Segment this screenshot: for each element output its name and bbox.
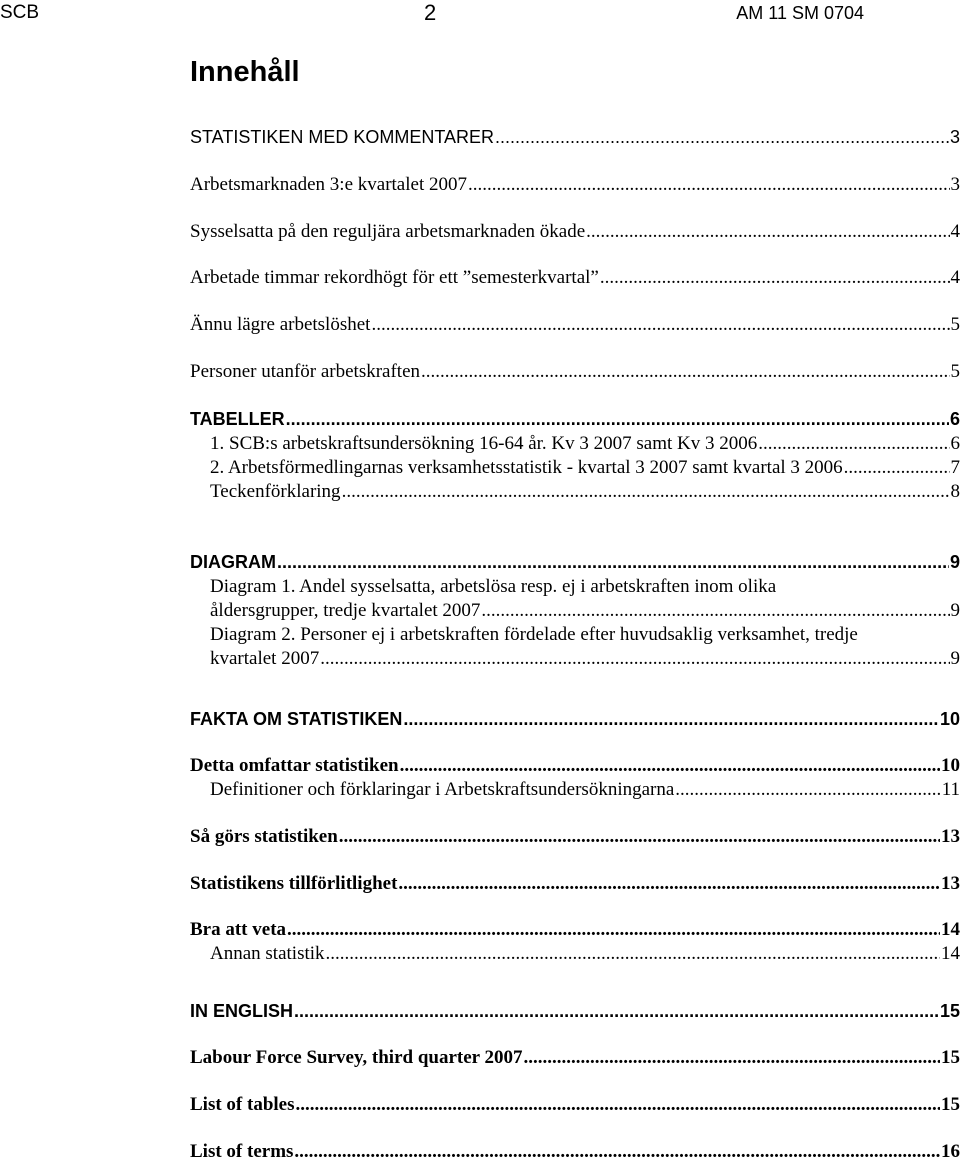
toc-entry-page: 3 — [950, 174, 960, 195]
toc-entry-label: Sysselsatta på den reguljära arbetsmarknaden ökade — [190, 221, 586, 242]
toc-entry-label: FAKTA OM STATISTIKEN — [190, 709, 403, 729]
toc-entry-page: 8 — [950, 481, 960, 502]
dot-leader — [758, 433, 949, 455]
dot-leader — [481, 600, 949, 622]
toc-entry-page: 15 — [939, 1001, 960, 1021]
toc-entry-bra-att-veta[interactable] — [190, 919, 960, 941]
toc-entry-tabeller[interactable] — [190, 408, 960, 430]
dot-leader — [524, 1047, 941, 1069]
toc-entry-detta-omfattar[interactable] — [190, 755, 960, 777]
toc-entry-label: DIAGRAM — [190, 552, 276, 572]
toc-entry-label: Detta omfattar statistiken — [190, 755, 399, 776]
toc-entry-teckenforklaring[interactable] — [210, 481, 960, 503]
toc-entry-page: 9 — [950, 600, 960, 621]
toc-entry-page: 13 — [941, 826, 960, 847]
dot-leader — [286, 408, 949, 430]
dot-leader — [421, 361, 949, 383]
toc-entry-label: IN ENGLISH — [190, 1001, 294, 1021]
toc-entry-page: 15 — [941, 1094, 960, 1115]
toc-entry-label: Definitioner och förklaringar i Arbetskraftsundersökningarna — [210, 779, 675, 800]
toc-entry-in-english[interactable] — [190, 1000, 960, 1022]
dot-leader — [468, 174, 950, 196]
toc-entry-arbetade-timmar[interactable] — [190, 267, 960, 289]
toc-entry-page: 4 — [950, 267, 960, 288]
dot-leader — [342, 481, 950, 503]
toc-entry-label: 1. SCB:s arbetskraftsundersökning 16-64 år. Kv 3 2007 samt Kv 3 2006 — [210, 433, 758, 454]
toc-entry-label: Annan statistik — [210, 943, 325, 964]
toc-entry-label: Så görs statistiken — [190, 826, 338, 847]
toc-entry-page: 13 — [941, 873, 960, 894]
toc-entry-list-of-tables[interactable] — [190, 1094, 960, 1116]
toc-entry-statistiken-med-kommentarer[interactable] — [190, 126, 960, 148]
toc-entry-page: 10 — [939, 709, 960, 729]
page-number: 2 — [424, 0, 437, 25]
toc-entry-diagram-1-line-1[interactable]: Diagram 1. Andel sysselsatta, arbetslösa resp. ej i arbetskraften inom olika — [210, 576, 777, 597]
toc-entry-page: 4 — [950, 221, 960, 242]
toc-entry-page: 6 — [950, 433, 960, 454]
toc-entry-label: Teckenförklaring — [210, 481, 341, 502]
toc-entry-label: Bra att veta — [190, 919, 287, 940]
toc-entry-tillforlitlighet[interactable] — [190, 873, 960, 895]
header-right: AM 11 SM 0704 — [736, 3, 864, 23]
toc-entry-page: 9 — [950, 648, 960, 669]
header-left: SCB — [0, 2, 40, 23]
dot-leader — [296, 1094, 941, 1116]
toc-entry-page: 6 — [949, 409, 960, 429]
toc-entry-diagram-2-line-1[interactable]: Diagram 2. Personer ej i arbetskraften fördelade efter huvudsaklig verksamhet, tredje — [210, 624, 858, 645]
toc-entry-labour-force-survey[interactable] — [190, 1047, 960, 1069]
toc-entry-label: STATISTIKEN MED KOMMENTARER — [190, 127, 495, 147]
dot-leader — [294, 1000, 939, 1022]
toc-entry-arbetsmarknaden[interactable] — [190, 174, 960, 196]
toc-entry-tabell-1[interactable] — [210, 433, 960, 455]
toc-entry-label: kvartalet 2007 — [210, 648, 320, 669]
toc-entry-page: 11 — [941, 779, 960, 800]
toc-entry-page: 15 — [941, 1047, 960, 1068]
dot-leader — [339, 826, 940, 848]
toc-entry-sysselsatta[interactable] — [190, 221, 960, 243]
toc-entry-label: Personer utanför arbetskraften — [190, 361, 421, 382]
toc-entry-label: List of tables — [190, 1094, 295, 1115]
toc-entry-definitioner[interactable] — [210, 779, 960, 801]
toc-entry-label: 2. Arbetsförmedlingarnas verksamhetsstatistik - kvartal 3 2007 samt kvartal 3 2006 — [210, 457, 843, 478]
toc-entry-arbetsloshet[interactable] — [190, 314, 960, 336]
dot-leader — [495, 126, 949, 148]
toc-entry-label: Arbetsmarknaden 3:e kvartalet 2007 — [190, 174, 467, 195]
toc-entry-label: Statistikens tillförlitlighet — [190, 873, 398, 894]
dot-leader — [398, 873, 940, 895]
toc-entry-page: 10 — [941, 755, 960, 776]
dot-leader — [844, 457, 950, 479]
toc-entry-page: 7 — [950, 457, 960, 478]
toc-entry-label: Labour Force Survey, third quarter 2007 — [190, 1047, 523, 1068]
toc-entry-page: 9 — [949, 552, 960, 572]
dot-leader — [403, 708, 939, 730]
toc-title: Innehåll — [190, 56, 300, 88]
dot-leader — [287, 919, 940, 941]
toc-entry-page: 5 — [950, 314, 960, 335]
toc-entry-fakta-om-statistiken[interactable] — [190, 708, 960, 730]
dot-leader — [277, 551, 949, 573]
dot-leader — [675, 779, 940, 801]
dot-leader — [600, 267, 950, 289]
toc-entry-label: List of terms — [190, 1141, 294, 1162]
toc-entry-list-of-terms[interactable] — [190, 1141, 960, 1163]
dot-leader — [326, 943, 940, 965]
toc-entry-label: åldersgrupper, tredje kvartalet 2007 — [210, 600, 481, 621]
toc-entry-page: 14 — [941, 919, 960, 940]
toc-entry-label: Ännu lägre arbetslöshet — [190, 314, 371, 335]
dot-leader — [320, 648, 949, 670]
toc-entry-personer-utanfor[interactable] — [190, 361, 960, 383]
dot-leader — [294, 1141, 940, 1163]
toc-entry-page: 5 — [950, 361, 960, 382]
dot-leader — [400, 755, 940, 777]
toc-entry-tabell-2[interactable] — [210, 457, 960, 479]
toc-entry-label: Arbetade timmar rekordhögt för ett ”semesterkvartal” — [190, 267, 599, 288]
toc-entry-page: 14 — [941, 943, 960, 964]
toc-entry-diagram[interactable] — [190, 551, 960, 573]
dot-leader — [586, 221, 949, 243]
toc-entry-diagram-1[interactable] — [210, 600, 960, 622]
toc-entry-page: 16 — [941, 1141, 960, 1162]
dot-leader — [371, 314, 949, 336]
toc-entry-page: 3 — [949, 127, 960, 147]
page-header — [0, 0, 960, 28]
toc-entry-sa-gors-statistiken[interactable] — [190, 826, 960, 848]
toc-entry-label: TABELLER — [190, 409, 285, 429]
toc-entry-annan-statistik[interactable] — [210, 943, 960, 965]
toc-entry-diagram-2[interactable] — [210, 648, 960, 670]
